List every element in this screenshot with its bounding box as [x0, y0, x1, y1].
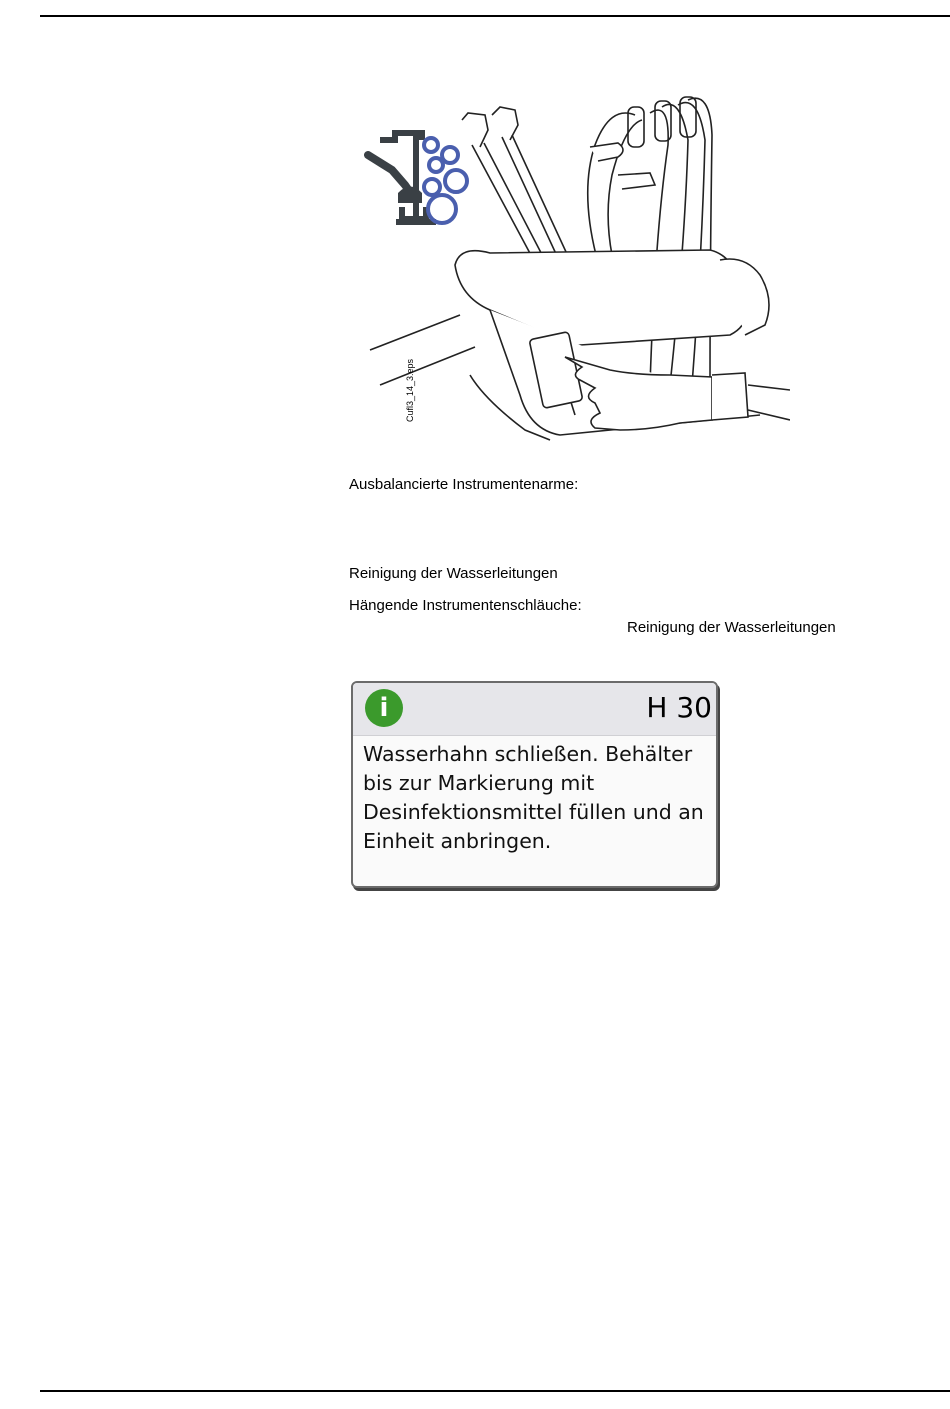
dental-unit-illustration [350, 85, 790, 465]
support-arm [370, 315, 475, 385]
message-code: H 30 [646, 691, 712, 724]
dental-unit-drawing [350, 85, 790, 465]
hanging-hoses-heading: Hängende Instrumentenschläuche: [349, 597, 582, 614]
water-lines-cleaning-link: Reinigung der Wasserleitungen [349, 565, 558, 582]
screen-header [353, 683, 716, 736]
cleaning-symbol-icon [368, 133, 467, 225]
screen-message: Wasserhahn schließen. Behälter bis zur Markierung mit Desinfektionsmittel füllen und an Einheit anbringen. [363, 742, 704, 853]
info-icon: i [365, 689, 403, 727]
control-panel-screen [351, 681, 718, 888]
water-lines-cleaning-ref: Reinigung der Wasserleitungen [627, 619, 836, 636]
balanced-arms-heading: Ausbalancierte Instrumentenarme: [349, 476, 579, 493]
figure-file-label: Cufl3_14_3.eps [405, 358, 415, 422]
bottom-rule [40, 1390, 950, 1392]
top-rule [40, 15, 950, 17]
